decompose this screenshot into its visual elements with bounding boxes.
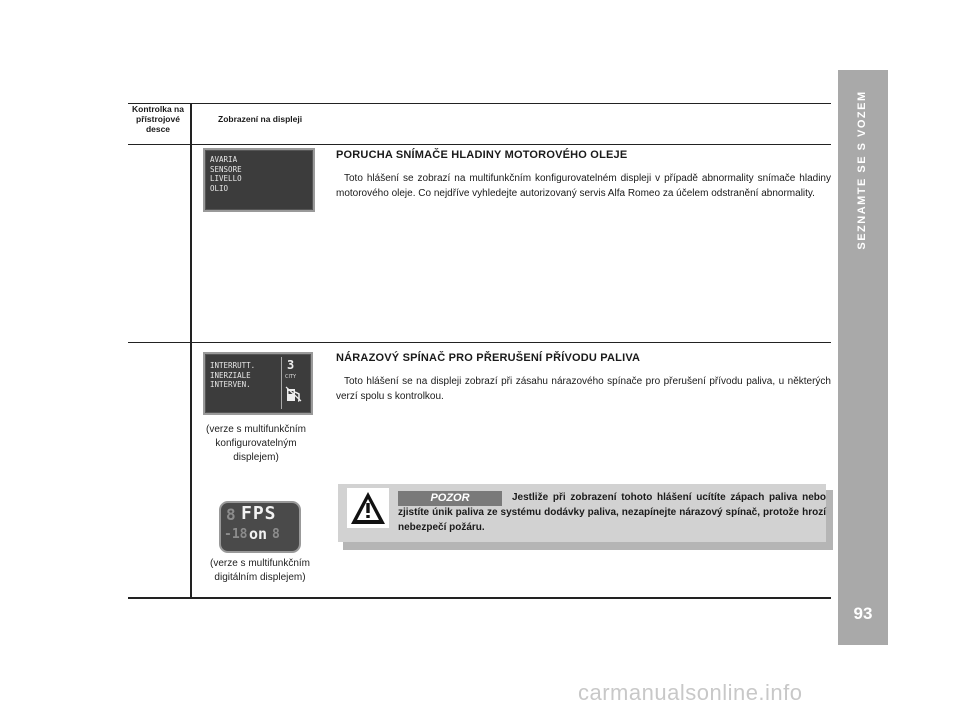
- digital-segment-ghost: -18: [224, 527, 248, 542]
- warning-triangle-icon: [347, 488, 389, 528]
- section-title-oil-sensor: PORUCHA SNÍMAČE HLADINY MOTOROVÉHO OLEJE: [336, 149, 628, 161]
- page-number: 93: [853, 604, 873, 623]
- section-body-fuel-cutoff: Toto hlášení se na displeji zobrazí při zásahu nárazového spínače pro přerušení přívodu paliva, u některých verzí spolu s kontrolkou.: [336, 376, 831, 402]
- column-header-indicator: Kontrolka na přístrojové desce: [132, 104, 184, 134]
- table-header-rule: [128, 144, 831, 145]
- digital-segment-ghost: 8: [226, 505, 236, 524]
- fuel-pump-icon: [285, 385, 303, 403]
- section-label: SEZNAMTE SE S VOZEM: [856, 90, 868, 250]
- caption-digital-display: (verze s multifunkčním digitálním displejem): [209, 558, 311, 583]
- warning-text: Jestliže při zobrazení tohoto hlášení ucítíte zápach paliva nebo zjistíte únik paliva ze systému dodávky paliva, nezapínejte nárazový spínač, protože hrozí nebezpečí požáru.: [398, 492, 826, 533]
- column-header-display: Zobrazení na displeji: [218, 114, 303, 124]
- watermark: carmanualsonline.info: [578, 680, 803, 705]
- table-row-rule: [128, 342, 831, 343]
- table-column-divider: [190, 103, 192, 598]
- lcd-display-text: AVARIA SENSORE LIVELLO OLIO: [210, 155, 242, 193]
- section-body-oil-sensor: Toto hlášení se zobrazí na multifunkčním konfigurovatelném displeji v případě abnormality snímače hladiny motorového oleje. Co nejdříve vyhledejte autorizovaný servis Alfa Romeo za účelem odstranění abnormality.: [336, 173, 831, 199]
- digital-display-top: FPS: [241, 503, 277, 524]
- table-bottom-rule: [128, 597, 831, 599]
- table-top-rule: [128, 103, 831, 104]
- gear-number: 3: [287, 358, 295, 372]
- lcd-display-text: INTERRUTT. INERZIALE INTERVEN.: [210, 361, 256, 389]
- digital-display-bottom: on: [249, 525, 268, 543]
- caption-configurable-display: (verze s multifunkčním konfigurovatelným displejem): [205, 424, 307, 463]
- digital-segment-ghost: 8: [272, 527, 280, 542]
- section-title-fuel-cutoff: NÁRAZOVÝ SPÍNAČ PRO PŘERUŠENÍ PŘÍVODU PALIVA: [336, 352, 641, 364]
- city-mode-label: CITY: [285, 374, 297, 380]
- warning-icon-frame: [347, 488, 389, 528]
- warning-label: POZOR: [398, 491, 502, 506]
